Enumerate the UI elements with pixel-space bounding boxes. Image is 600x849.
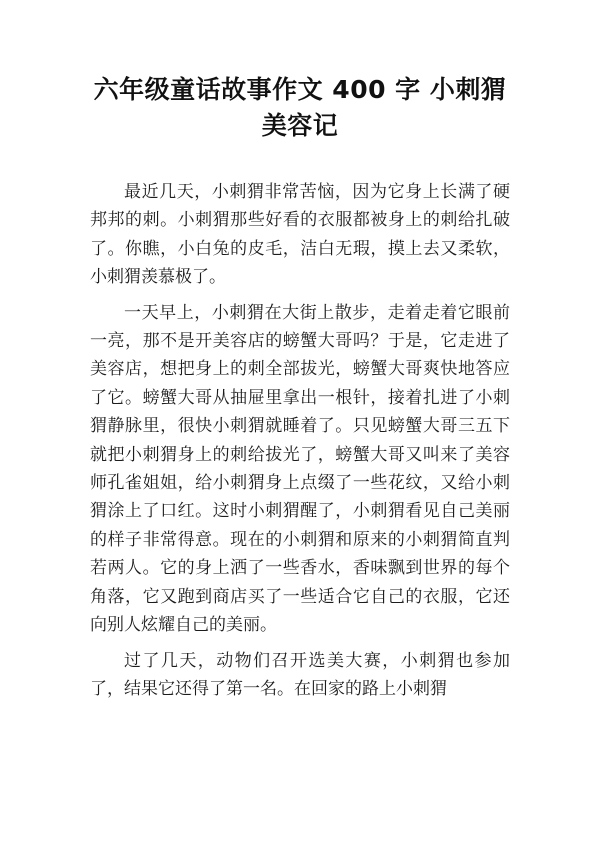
document-body [90, 178, 510, 710]
paragraph-1: 最近几天，小刺猬非常苦恼，因为它身上长满了硬邦邦的刺。小刺猬那些好看的衣服都被身上的刺给扎破了。你瞧，小白兔的皮毛，洁白无瑕，摸上去又柔软，小刺猬羡慕极了。 [90, 182, 510, 288]
paragraph-2: 一天早上，小刺猬在大街上散步，走着走着它眼前一亮，那不是开美容店的螃蟹大哥吗？于是，它走进了美容店，想把身上的刺全部拔光，螃蟹大哥爽快地答应了它。螃蟹大哥从抽屉里拿出一根针，接着扎进了小刺猬静脉里，很快小刺猬就睡着了。只见螃蟹大哥三五下就把小刺猬身上的刺给拔光了，螃蟹大哥又叫来了美容师孔雀姐姐，给小刺猬身上点缀了一些花纹，又给小刺猬涂上了口红。这时小刺猬醒了，小刺猬看见自己美丽的样子非常得意。现在的小刺猬和原来的小刺猬简直判若两人。它的身上洒了一些香水，香味飘到世界的每个角落，它又跑到商店买了一些适合它自己的衣服，它还向别人炫耀自己的美丽。 [90, 302, 510, 636]
paragraph-3: 过了几天，动物们召开选美大赛，小刺猬也参加了，结果它还得了第一名。在回家的路上小刺猬 [90, 650, 510, 699]
document-title: 六年级童话故事作文 400 字 小刺猬美容记 [93, 75, 507, 140]
